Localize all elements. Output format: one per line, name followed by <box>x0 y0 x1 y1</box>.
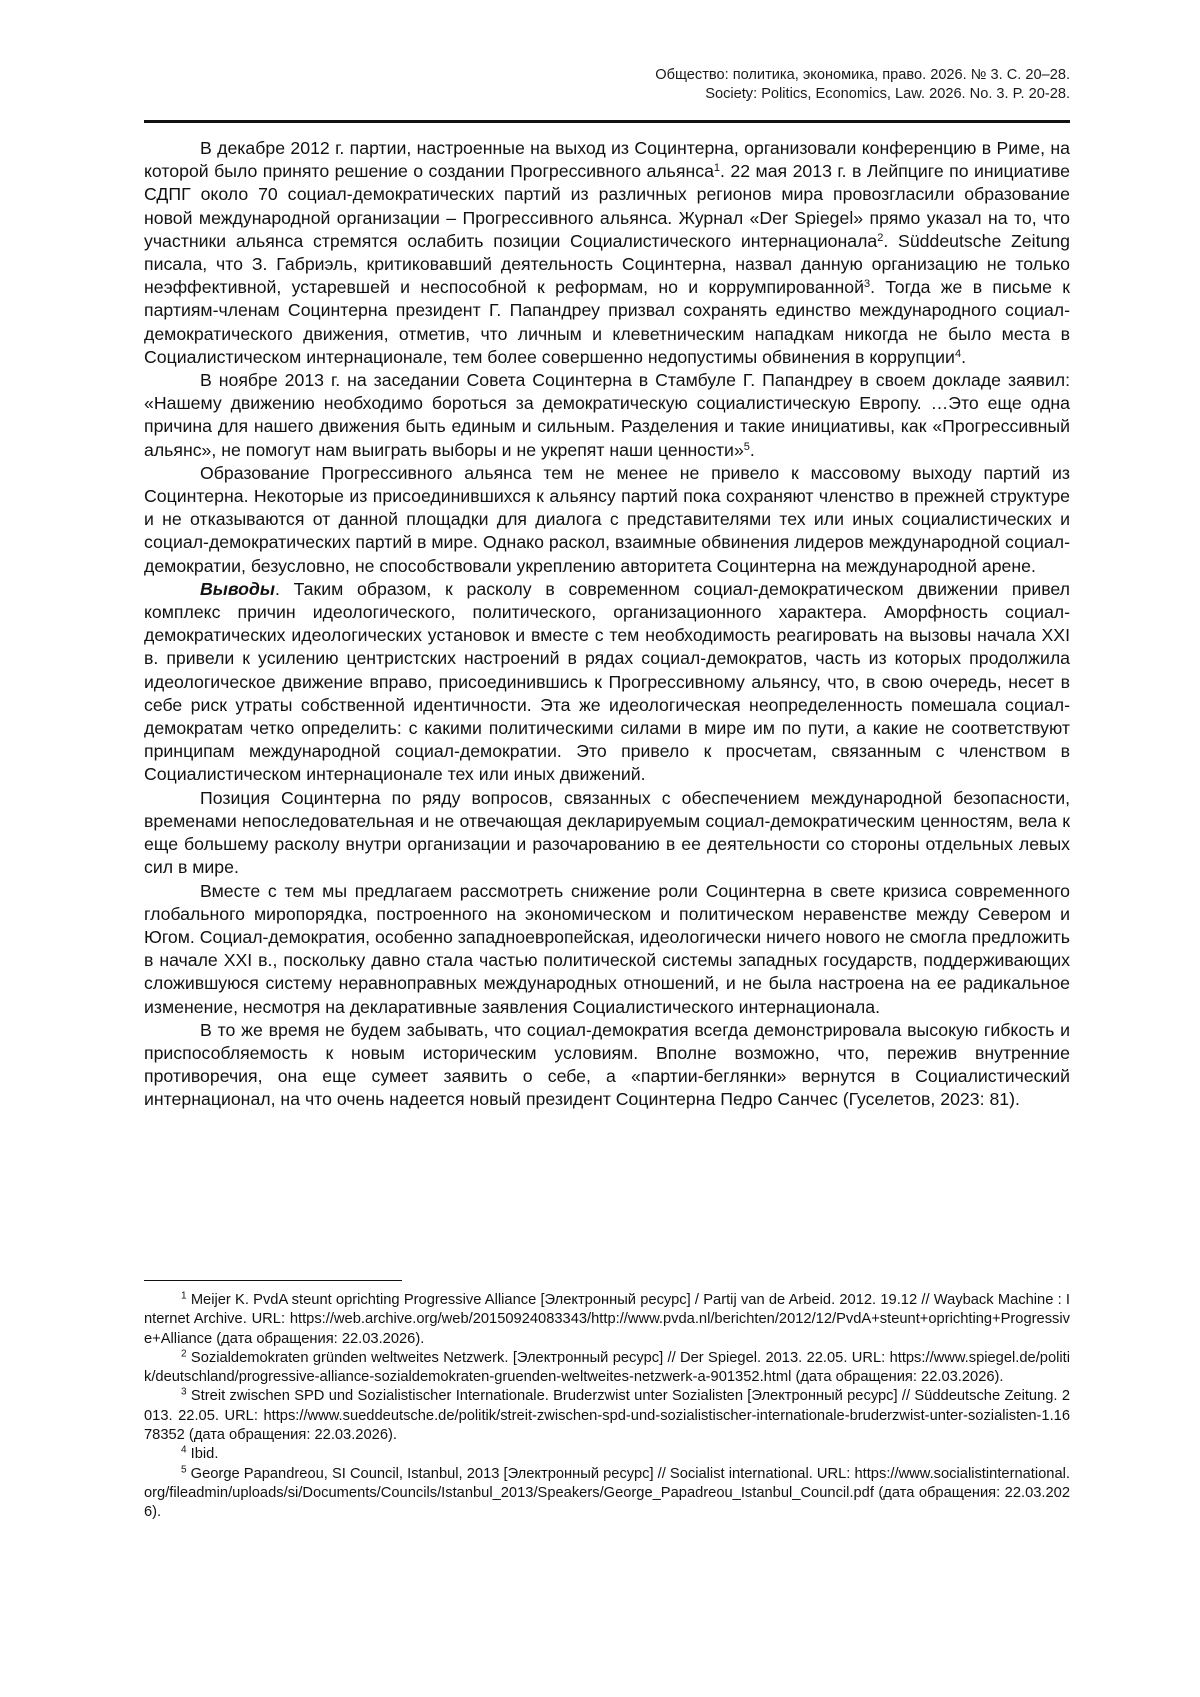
footnote <box>144 1445 1070 1464</box>
footnote-text: Sozialdemokraten gründen weltweites Netzwerk. [Электронный ресурс] // Der Spiegel. 2013. 22.05. URL: https://www.spiegel.de/politik/deutschland/progressive-alliance-sozialdemokraten-gruenden-weltweites-netzwerk-a-901352.html (дата обращения: 22.03.2026). <box>144 1349 1070 1386</box>
footnote <box>144 1465 1070 1523</box>
citation-en: Society: Politics, Economics, Law. 2026. No. 3. P. 20-28. <box>705 86 1070 102</box>
paragraph-text: . <box>961 346 966 367</box>
paragraph-text: . Süddeutsche Zeitung писала, что З. Габриэль, критиковавший деятельность Социнтерна, назвал данную организацию не только неэффективной, устаревшей и неспособной к реформам, но и коррумпированной <box>144 230 1070 298</box>
article-body <box>144 137 1070 1112</box>
paragraph-text: . Тогда же в письме к партиям-членам Социнтерна президент Г. Папандреу призвал сохранять единство международного социал-демократического движения, отметив, что личным и клеветническим нападкам никогда не было места в Социалистическом интернационале, тем более совершенно недопустимы обвинения в коррупции <box>144 277 1070 367</box>
footnote-text: George Papandreou, SI Council, Istanbul, 2013 [Электронный ресурс] // Socialist international. URL: https://www.socialistinternational.org/fileadmin/uploads/si/Documents/Councils/Istanbul_2013/Speakers/George_Papadreou_Istanbul_Council.pdf (дата обращения: 22.03.2026). <box>144 1465 1070 1521</box>
footnote-text: Ibid. <box>190 1446 219 1463</box>
footnote-ref[interactable]: 4 <box>954 347 962 360</box>
footnote <box>144 1349 1070 1388</box>
footnotes <box>144 1291 1070 1523</box>
paragraph-text: . <box>749 439 755 460</box>
footnote-ref[interactable]: 2 <box>877 231 884 244</box>
footnote <box>144 1291 1070 1349</box>
footnote-ref[interactable]: 3 <box>863 278 871 291</box>
footnote-number: 3 <box>181 1386 187 1398</box>
paragraph-text: В ноябре 2013 г. на заседании Совета Социнтерна в Стамбуле Г. Папандреу в своем докладе заявил: «Нашему движению необходимо бороться за демократическую социалистическую Европу. …Это еще одна причина для нашего движения быть единым и сильным. Разделения и такие инициативы, как «Прогрессивный альянс», не помогут нам выиграть выборы и не укрепят наши ценности» <box>144 370 1070 460</box>
footnote-number: 5 <box>181 1464 187 1476</box>
conclusions-label: Выводы <box>200 578 275 599</box>
footnote-text: Meijer K. PvdA steunt oprichting Progressive Alliance [Электронный ресурс] / Partij van de Arbeid. 2012. 19.12 // Wayback Machine : Internet Archive. URL: https://web.archive.org/web/20150924083343/http://www.pvda.nl/berichten/2012/12/PvdA+steunt+oprichting+Progressive+Alliance (дата обращения: 22.03.2026). <box>144 1292 1070 1347</box>
paragraph-text: . 22 мая 2013 г. в Лейпциге по инициативе СДПГ около 70 социал-демократических партий из различных регионов мира провозгласили образование новой международной организации – Прогрессивного альянса. Журнал «Der Spiegel» прямо указал на то, что участники альянса стремятся ослабить позиции Социалистического интернационала <box>144 161 1071 251</box>
footnote-number: 4 <box>181 1444 187 1456</box>
citation-ru: Общество: политика, экономика, право. 2026. № 3. С. 20–28. <box>655 67 1070 83</box>
footnote-text: Streit zwischen SPD und Sozialistischer Internationale. Bruderzwist unter Sozialisten [Электронный ресурс] // Süddeutsche Zeitung. 2013. 22.05. URL: https://www.sueddeutsche.de/politik/streit-zwischen-spd-und-sozialistischer-internationale-bruderzwist-unter-sozialisten-1.1678352 (дата обращения: 22.03.2026). <box>144 1388 1070 1444</box>
paragraph-text: . Таким образом, к расколу в современном социал-демократическом движении привел комплекс причин идеологического, политического, организационного характера. Аморфность социал-демократических идеологических установок и вместе с тем необходимость реагировать на вызовы начала XXI в. привели к усилению центристских настроений в рядах социал-демократов, часть из которых продолжила идеологическое движение вправо, присоединившись к Прогрессивному альянсу, что, в свою очередь, несет в себе риск утраты собственной идентичности. Эта же идеологическая неопределенность помешала социал-демократам четко определить: с какими политическими силами в мире им по пути, а какие не соответствуют принципам международной социал-демократии. Это привело к просчетам, связанным с членством в Социалистическом интернационале тех или иных движений. <box>144 578 1070 785</box>
running-head <box>655 66 1070 104</box>
paragraph: Позиция Социнтерна по ряду вопросов, связанных с обеспечением международной безопасности, временами непоследовательная и не отвечающая декларируемым социал-демократическим ценностям, вела к еще большему расколу внутри организации и разочарованию в ее деятельности со стороны отдельных левых сил в мире. <box>144 787 1070 878</box>
footnote-ref[interactable]: 1 <box>713 162 721 175</box>
conclusions-paragraph <box>144 578 1070 787</box>
paragraph: В то же время не будем забывать, что социал-демократия всегда демонстрировала высокую гибкость и приспособляемость к новым историческим условиям. Вполне возможно, что, пережив внутренние противоречия, она еще сумеет заявить о себе, а «партии-беглянки» вернутся в Социалистический интернационал, на что очень надеется новый президент Социнтерна Педро Санчес (Гуселетов, 2023: 81). <box>144 1019 1070 1110</box>
paragraph <box>144 369 1070 462</box>
footnote <box>144 1387 1070 1445</box>
paragraph: Образование Прогрессивного альянса тем не менее не привело к массовому выходу партий из Социнтерна. Некоторые из присоединившихся к альянсу партий пока сохраняют членство в прежней структуре и не отказываются от данной площадки для диалога с представителями тех или иных социалистических и социал-демократических партий в мире. Однако раскол, взаимные обвинения лидеров международной социал-демократии, безусловно, не способствовали укреплению авторитета Социнтерна на международной арене. <box>144 462 1070 576</box>
footnote-separator <box>144 1280 402 1281</box>
paragraph <box>144 137 1070 369</box>
footnote-ref[interactable]: 5 <box>743 440 750 453</box>
footnote-number: 1 <box>181 1290 187 1302</box>
paragraph: Вместе с тем мы предлагаем рассмотреть снижение роли Социнтерна в свете кризиса современного глобального миропорядка, построенного на экономическом и политическом неравенстве между Севером и Югом. Социал-демократия, особенно западноевропейская, идеологически ничего нового не смогла предложить в начале XXI в., поскольку давно стала частью политической системы западных государств, поддерживающих сложившуюся систему неравноправных международных отношений, и не была настроена на ее радикальное изменение, несмотря на декларативные заявления Социалистического интернационала. <box>144 880 1070 1017</box>
footnote-number: 2 <box>181 1348 187 1360</box>
header-rule <box>144 120 1070 123</box>
paragraph-text: В декабре 2012 г. партии, настроенные на выход из Социнтерна, организовали конференцию в Риме, на которой было принято решение о создании Прогрессивного альянса <box>144 138 1070 182</box>
